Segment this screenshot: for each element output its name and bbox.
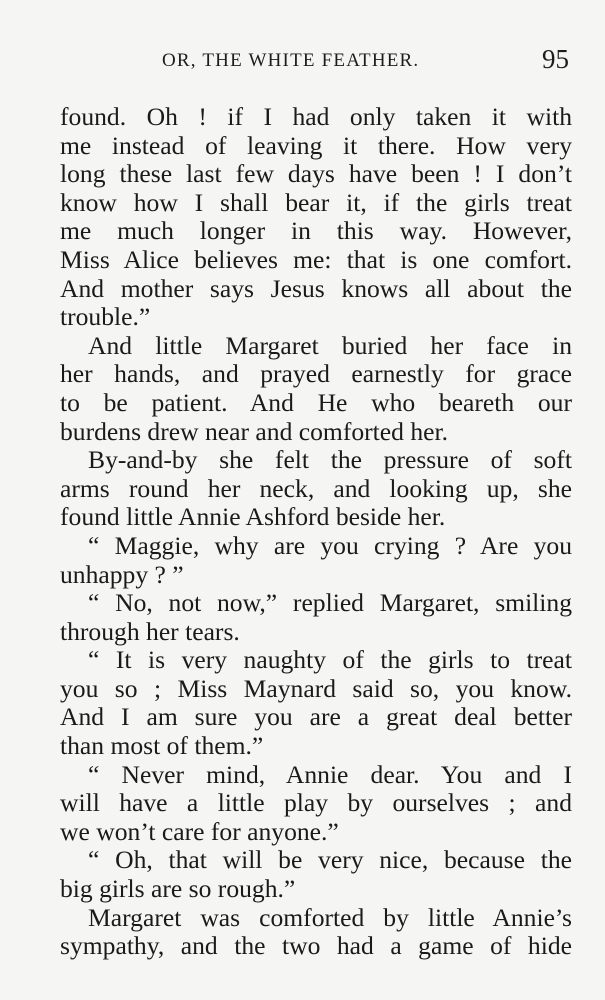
text-line: “ Oh, that will be very nice, because the xyxy=(88,846,572,875)
text-line: me much longer in this way. However, xyxy=(60,217,572,246)
text-line: big girls are so rough.” xyxy=(60,874,296,904)
page-number: 95 xyxy=(542,44,569,74)
text-line: Miss Alice believes me: that is one comfort. xyxy=(60,245,572,274)
text-line: burdens drew near and comforted her. xyxy=(60,416,449,446)
text-line: found. Oh ! if I had only taken it with xyxy=(60,103,572,131)
text-line: And I am sure you are a great deal better xyxy=(60,703,572,732)
text-line: unhappy ? ” xyxy=(60,559,184,589)
text-line: you so ; Miss Maynard said so, you know. xyxy=(60,674,572,703)
text-line: know how I shall bear it, if the girls treat xyxy=(60,188,572,217)
text-line: “ Never mind, Annie dear. You and I xyxy=(88,760,572,789)
text-line: long these last few days have been ! I don’t xyxy=(60,160,572,189)
text-line: trouble.” xyxy=(60,302,151,332)
text-line: to be patient. And He who beareth our xyxy=(60,388,572,417)
text-line: “ No, not now,” replied Margaret, smiling xyxy=(88,589,572,618)
text-line: And little Margaret buried her face in xyxy=(88,331,572,360)
text-line: “ It is very naughty of the girls to treat xyxy=(88,646,572,675)
text-line: me instead of leaving it there. How very xyxy=(60,131,572,160)
text-line: And mother says Jesus knows all about the xyxy=(60,274,572,303)
text-line: “ Maggie, why are you crying ? Are you xyxy=(88,531,572,560)
running-head: OR, THE WHITE FEATHER. xyxy=(162,50,420,71)
body-text xyxy=(60,103,572,961)
text-line: arms round her neck, and looking up, she xyxy=(60,474,572,503)
text-line: we won’t care for anyone.” xyxy=(60,816,339,846)
text-line: By-and-by she felt the pressure of soft xyxy=(88,446,572,475)
text-line: through her tears. xyxy=(60,616,240,646)
text-line: her hands, and prayed earnestly for grace xyxy=(60,360,572,389)
text-line: sympathy, and the two had a game of hide xyxy=(60,932,572,961)
text-line: Margaret was comforted by little Annie’s xyxy=(88,903,572,932)
text-line: found little Annie Ashford beside her. xyxy=(60,502,446,532)
text-line: will have a little play by ourselves ; and xyxy=(60,789,572,818)
text-line: than most of them.” xyxy=(60,731,264,761)
